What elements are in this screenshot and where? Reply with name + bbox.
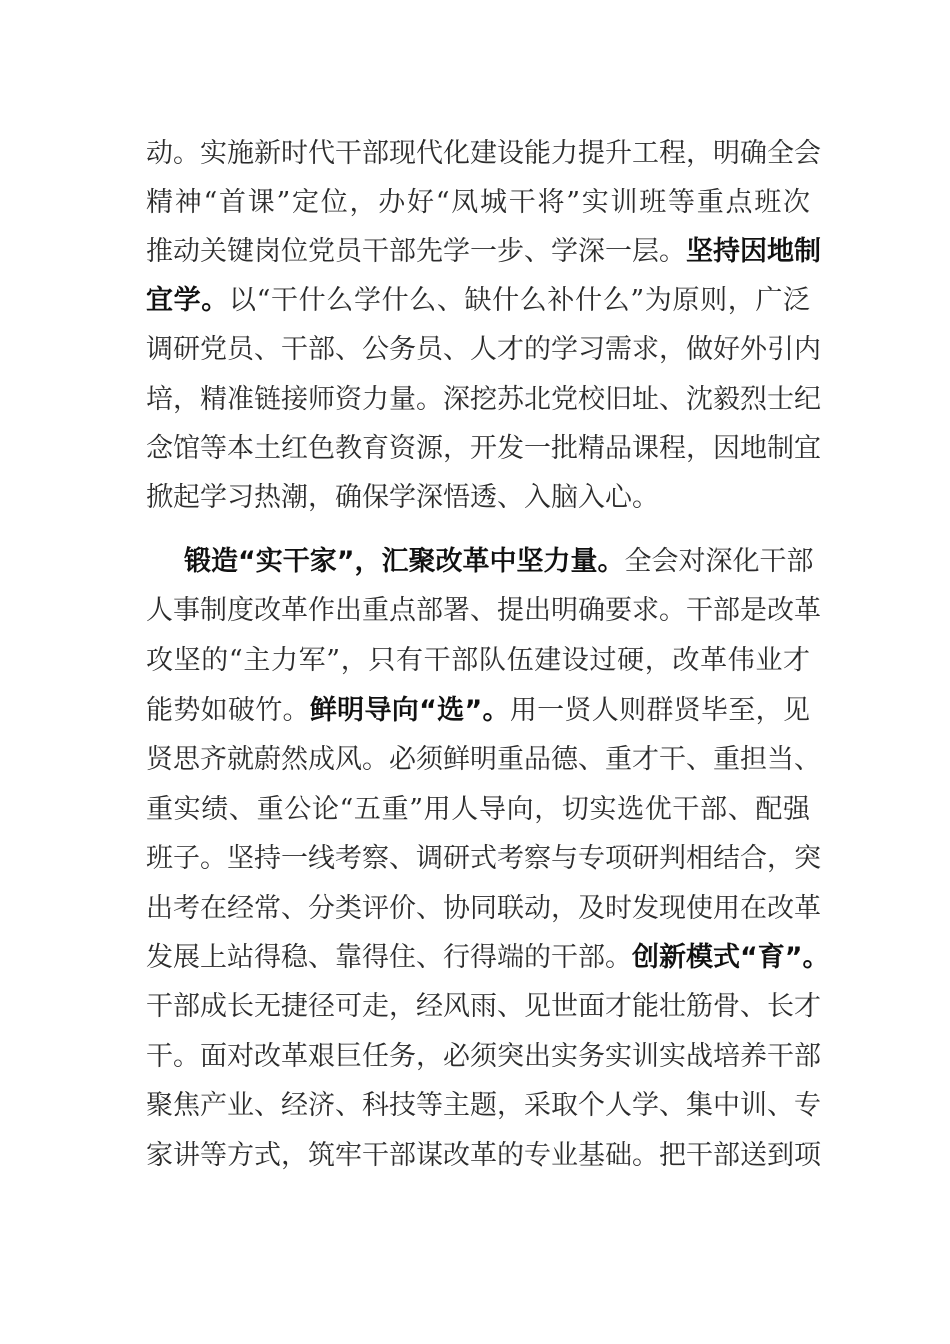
bold-heading: 锻造“实干家”，汇聚改革中坚力量。 [184, 546, 625, 577]
text-segment: 重实绩、重公论“五重”用人导向，切实选优干部、配强 [146, 794, 810, 825]
text-line [184, 542, 814, 582]
text-line [146, 429, 821, 469]
text-line [146, 591, 821, 631]
bold-heading: 鲜明导向“选”。 [309, 695, 510, 726]
text-segment: 用一贤人则群贤毕至，见 [509, 695, 810, 726]
text-line [146, 281, 810, 321]
text-segment: 能势如破竹。 [146, 695, 310, 726]
text-line [146, 790, 810, 830]
text-segment: 调研党员、干部、公务员、人才的学习需求，做好外引内 [146, 334, 821, 365]
text-segment: 发展上站得稳、靠得住、行得端的干部。 [146, 942, 632, 973]
text-segment: 念馆等本土红色教育资源，开发一批精品课程，因地制宜 [146, 433, 821, 464]
text-line [146, 938, 830, 978]
text-segment: 班子。坚持一线考察、调研式考察与专项研判相结合，突 [146, 843, 821, 874]
text-segment: 以“干什么学什么、缺什么补什么”为原则，广泛 [228, 285, 811, 316]
text-segment: 动。实施新时代干部现代化建设能力提升工程，明确全会 [146, 138, 821, 169]
text-segment: 干。面对改革艰巨任务，必须突出实务实训实战培养干部 [146, 1041, 821, 1072]
text-line [146, 1037, 821, 1077]
text-line [146, 889, 821, 929]
text-segment: 培，精准链接师资力量。深挖苏北党校旧址、沈毅烈士纪 [146, 384, 821, 415]
text-segment: 全会对深化干部 [624, 546, 814, 577]
text-line [146, 1086, 821, 1126]
text-segment: 干部成长无捷径可走，经风雨、见世面才能壮筋骨、长才 [146, 991, 821, 1022]
text-segment: 推动关键岗位党员干部先学一步、学深一层。 [146, 236, 686, 267]
bold-heading: 宜学。 [146, 285, 229, 316]
text-line [146, 1136, 821, 1176]
text-line [146, 839, 821, 879]
text-line [146, 987, 821, 1027]
text-line [146, 691, 810, 731]
text-segment: 贤思齐就蔚然成风。必须鲜明重品德、重才干、重担当、 [146, 744, 821, 775]
bold-heading: 创新模式“育”。 [632, 942, 830, 973]
text-line [146, 478, 659, 518]
text-line [146, 183, 810, 223]
text-line [146, 641, 810, 681]
text-line [146, 740, 821, 780]
text-line [146, 134, 821, 174]
text-line [146, 330, 821, 370]
bold-heading: 坚持因地制 [686, 236, 821, 267]
text-segment: 出考在经常、分类评价、协同联动，及时发现使用在改革 [146, 893, 821, 924]
text-segment: 人事制度改革作出重点部署、提出明确要求。干部是改革 [146, 595, 821, 626]
text-segment: 家讲等方式，筑牢干部谋改革的专业基础。把干部送到项 [146, 1140, 821, 1171]
text-segment: 聚焦产业、经济、科技等主题，采取个人学、集中训、专 [146, 1090, 821, 1121]
text-segment: 精神“首课”定位，办好“凤城干将”实训班等重点班次 [146, 187, 810, 218]
text-segment: 掀起学习热潮，确保学深悟透、入脑入心。 [146, 482, 659, 513]
text-line [146, 232, 821, 272]
text-segment: 攻坚的“主力军”，只有干部队伍建设过硬，改革伟业才 [146, 645, 810, 676]
text-line [146, 380, 821, 420]
